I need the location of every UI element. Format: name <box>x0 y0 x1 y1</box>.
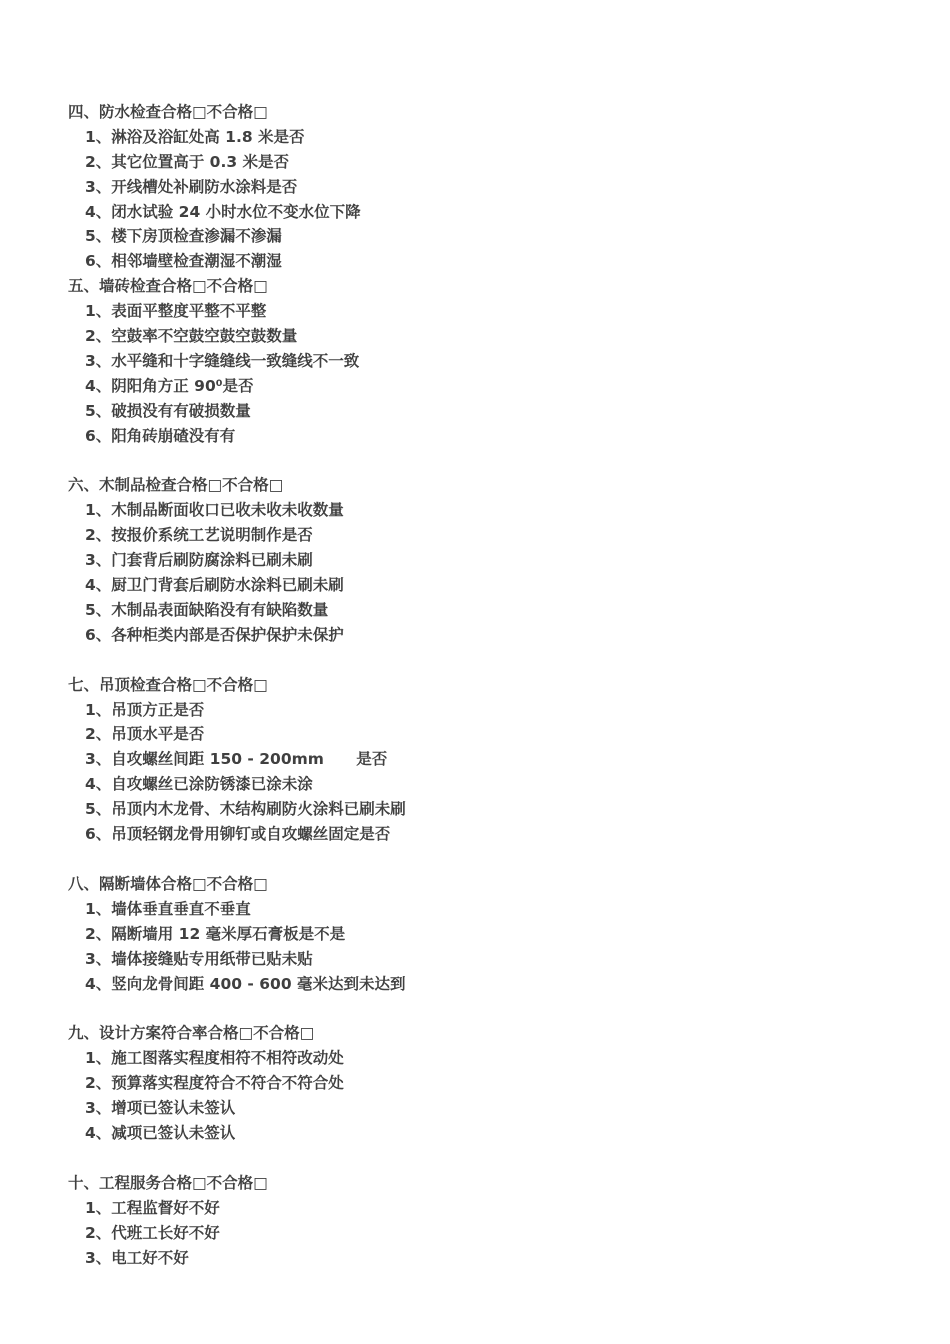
section-spacer <box>68 847 888 872</box>
section-engineering-service <box>68 1171 888 1271</box>
list-item: 4、自攻螺丝已涂防锈漆已涂未涂 <box>85 775 313 794</box>
list-item: 1、吊顶方正是否 <box>85 700 205 719</box>
section-heading: 八、隔断墙体合格□不合格□ <box>68 874 268 893</box>
list-item: 1、施工图落实程度相符不相符改动处 <box>85 1049 344 1068</box>
section-ceiling <box>68 673 888 847</box>
list-item: 4、厨卫门背套后刷防水涂料已刷未刷 <box>85 576 344 595</box>
list-item: 5、楼下房顶检查渗漏不渗漏 <box>85 227 282 246</box>
section-heading: 四、防水检查合格□不合格□ <box>68 103 268 121</box>
list-item: 1、淋浴及浴缸处高 1.8 米是否 <box>85 127 305 146</box>
list-item: 4、竖向龙骨间距 400 - 600 毫米达到未达到 <box>85 974 406 993</box>
list-item: 2、按报价系统工艺说明制作是否 <box>85 526 313 545</box>
list-item: 3、自攻螺丝间距 150 - 200mm 是否 <box>85 750 388 769</box>
list-item: 6、相邻墙壁检查潮湿不潮湿 <box>85 252 282 271</box>
list-item: 3、门套背后刷防腐涂料已刷未刷 <box>85 551 313 570</box>
list-item: 5、吊顶内木龙骨、木结构刷防火涂料已刷未刷 <box>85 800 406 819</box>
section-spacer <box>68 1146 888 1171</box>
list-item: 1、工程监督好不好 <box>85 1198 220 1217</box>
section-partition-wall <box>68 872 888 996</box>
list-item: 3、水平缝和十字缝缝线一致缝线不一致 <box>85 351 360 370</box>
list-item: 2、其它位置高于 0.3 米是否 <box>85 152 290 171</box>
section-waterproof <box>68 100 888 274</box>
list-item: 5、木制品表面缺陷没有有缺陷数量 <box>85 600 329 619</box>
list-item: 1、墙体垂直垂直不垂直 <box>85 899 251 918</box>
section-spacer <box>68 448 888 473</box>
section-woodwork <box>68 473 888 647</box>
section-design-compliance <box>68 1021 888 1145</box>
document-body <box>68 100 888 1270</box>
list-item: 3、电工好不好 <box>85 1248 189 1267</box>
list-item: 5、破损没有有破损数量 <box>85 401 251 420</box>
list-item: 2、代班工长好不好 <box>85 1223 220 1242</box>
list-item: 2、空鼓率不空鼓空鼓空鼓数量 <box>85 327 298 346</box>
list-item: 2、吊顶水平是否 <box>85 725 205 744</box>
list-item: 4、减项已签认未签认 <box>85 1123 236 1142</box>
list-item: 2、隔断墙用 12 毫米厚石膏板是不是 <box>85 924 346 943</box>
list-item: 3、增项已签认未签认 <box>85 1099 236 1118</box>
list-item: 6、阳角砖崩碴没有有 <box>85 426 236 445</box>
list-item: 4、阴阳角方正 90⁰是否 <box>85 376 254 395</box>
section-wall-tiles <box>68 274 888 448</box>
list-item: 1、表面平整度平整不平整 <box>85 302 267 321</box>
list-item: 6、各种柜类内部是否保护保护未保护 <box>85 625 344 644</box>
list-item: 1、木制品断面收口已收未收未收数量 <box>85 501 344 520</box>
list-item: 3、开线槽处补刷防水涂料是否 <box>85 177 298 196</box>
section-heading: 五、墙砖检查合格□不合格□ <box>68 277 268 296</box>
section-heading: 十、工程服务合格□不合格□ <box>68 1173 268 1192</box>
list-item: 3、墙体接缝贴专用纸带已贴未贴 <box>85 949 313 968</box>
section-heading: 七、吊顶检查合格□不合格□ <box>68 675 268 694</box>
list-item: 2、预算落实程度符合不符合不符合处 <box>85 1074 344 1093</box>
section-heading: 九、设计方案符合率合格□不合格□ <box>68 1024 315 1043</box>
list-item: 4、闭水试验 24 小时水位不变水位下降 <box>85 202 361 221</box>
section-heading: 六、木制品检查合格□不合格□ <box>68 476 284 495</box>
section-spacer <box>68 996 888 1021</box>
list-item: 6、吊顶轻钢龙骨用铆钉或自攻螺丝固定是否 <box>85 825 391 844</box>
section-spacer <box>68 648 888 673</box>
